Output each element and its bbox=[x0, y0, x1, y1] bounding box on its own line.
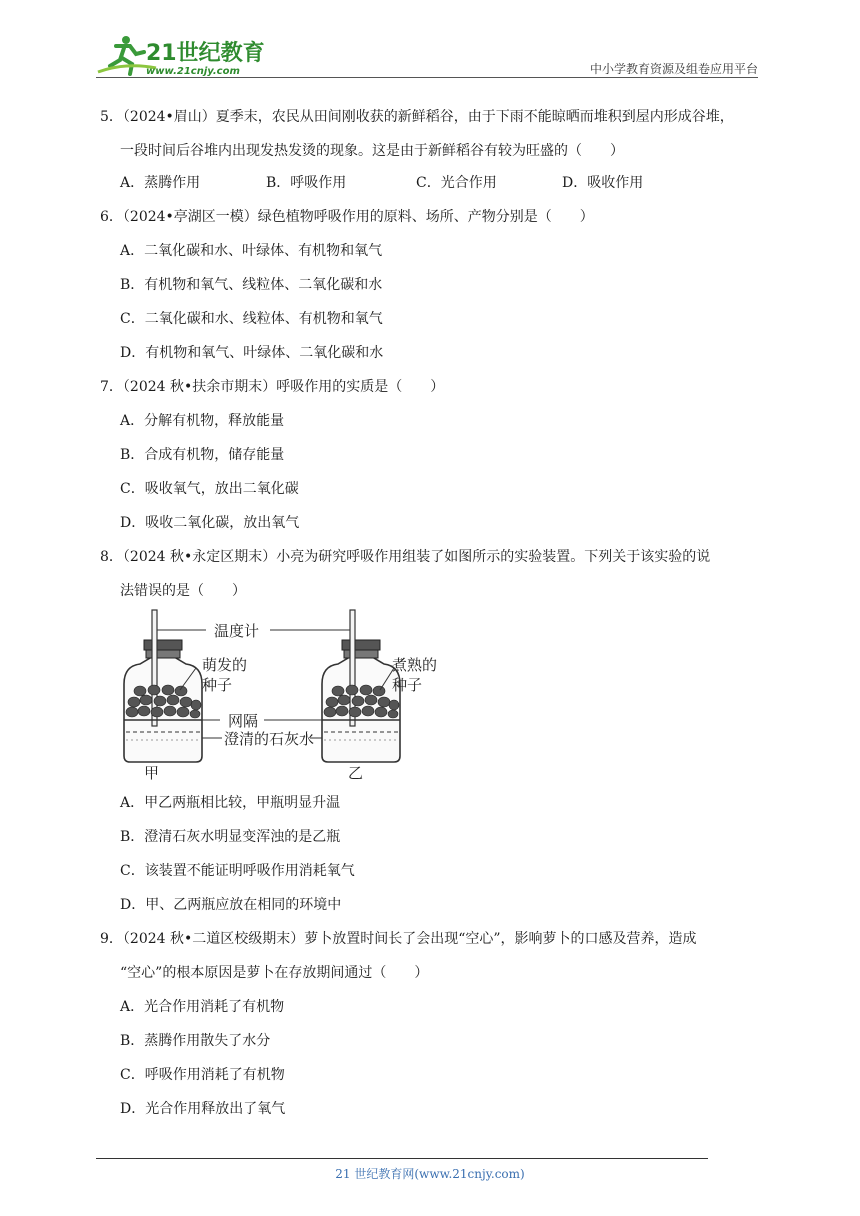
germinating-seeds-label: 种子 bbox=[202, 676, 233, 694]
option-c: C．呼吸作用消耗了有机物 bbox=[120, 1067, 285, 1083]
option-c: C．二氧化碳和水、线粒体、有机物和氧气 bbox=[120, 311, 383, 327]
option-c: C．吸收氧气，放出二氧化碳 bbox=[120, 481, 299, 497]
footer-divider bbox=[96, 1158, 708, 1159]
site-logo bbox=[96, 32, 296, 78]
option-d: D．甲、乙两瓶应放在相同的环境中 bbox=[120, 897, 342, 913]
question-stem: 5．（2024•眉山）夏季末，农民从田间刚收获的新鲜稻谷，由于下雨不能晾晒而堆积到屋内形成谷堆， bbox=[100, 109, 734, 125]
thermometer-label: 温度计 bbox=[214, 622, 260, 640]
question-6 bbox=[100, 200, 760, 234]
option-c: C．该装置不能证明呼吸作用消耗氧气 bbox=[120, 863, 355, 879]
option-a: A．蒸腾作用 bbox=[120, 175, 201, 191]
option-d: D．有机物和氧气、叶绿体、二氧化碳和水 bbox=[120, 345, 384, 361]
header-divider bbox=[96, 77, 758, 78]
option-b: B．澄清石灰水明显变浑浊的是乙瓶 bbox=[120, 829, 341, 845]
question-stem: 法错误的是（ ） bbox=[120, 583, 246, 599]
option-b: B．有机物和氧气、线粒体、二氧化碳和水 bbox=[120, 277, 383, 293]
svg-text:www.21cnjy.com: www.21cnjy.com bbox=[146, 66, 240, 77]
question-9 bbox=[100, 922, 760, 990]
option-a: A．二氧化碳和水、叶绿体、有机物和氧气 bbox=[120, 243, 383, 259]
question-stem: 9．（2024 秋•二道区校级期末）萝卜放置时间长了会出现“空心”，影响萝卜的口感及营养，造成 bbox=[100, 931, 697, 947]
question-8 bbox=[100, 540, 760, 608]
question-7 bbox=[100, 370, 760, 404]
option-c: C．光合作用 bbox=[416, 175, 497, 191]
question-stem: “空心”的根本原因是萝卜在存放期间通过（ ） bbox=[120, 965, 429, 981]
question-5 bbox=[100, 100, 760, 168]
limewater-label: 澄清的石灰水 bbox=[224, 730, 315, 748]
question-stem: 一段时间后谷堆内出现发热发烫的现象。这是由于新鲜稻谷有较为旺盛的（ ） bbox=[120, 143, 624, 159]
jar-a-label: 甲 bbox=[144, 764, 160, 782]
experiment-apparatus-figure bbox=[110, 606, 450, 782]
footer-link[interactable]: 21 世纪教育网(www.21cnjy.com) bbox=[335, 1167, 525, 1181]
option-b: B．蒸腾作用散失了水分 bbox=[120, 1033, 271, 1049]
option-a: A．光合作用消耗了有机物 bbox=[120, 999, 285, 1015]
option-d: D．光合作用释放出了氧气 bbox=[120, 1101, 286, 1117]
page-header bbox=[96, 30, 758, 78]
site-name: 中小学教育资源及组卷应用平台 bbox=[589, 62, 758, 76]
question-stem: 8．（2024 秋•永定区期末）小亮为研究呼吸作用组装了如图所示的实验装置。下列关于该实验的说 bbox=[100, 549, 711, 565]
jar-a bbox=[124, 610, 202, 782]
jar-b-label: 乙 bbox=[348, 764, 364, 782]
cooked-seeds-label: 种子 bbox=[392, 676, 423, 694]
option-b: B．呼吸作用 bbox=[266, 175, 347, 191]
svg-text:21世纪教育: 21世纪教育 bbox=[146, 41, 265, 66]
mesh-label: 网隔 bbox=[228, 712, 259, 730]
cooked-seeds-label: 煮熟的 bbox=[392, 656, 438, 674]
question-stem: 7．（2024 秋•扶余市期末）呼吸作用的实质是（ ） bbox=[100, 379, 445, 395]
question-stem: 6．（2024•亭湖区一模）绿色植物呼吸作用的原料、场所、产物分别是（ ） bbox=[100, 209, 594, 225]
jar-b bbox=[322, 610, 400, 782]
option-d: D．吸收作用 bbox=[562, 175, 644, 191]
germinating-seeds-label: 萌发的 bbox=[202, 656, 248, 674]
option-d: D．吸收二氧化碳，放出氧气 bbox=[120, 515, 300, 531]
option-a: A．甲乙两瓶相比较，甲瓶明显升温 bbox=[120, 795, 341, 811]
option-a: A．分解有机物，释放能量 bbox=[120, 413, 285, 429]
option-b: B．合成有机物，储存能量 bbox=[120, 447, 285, 463]
